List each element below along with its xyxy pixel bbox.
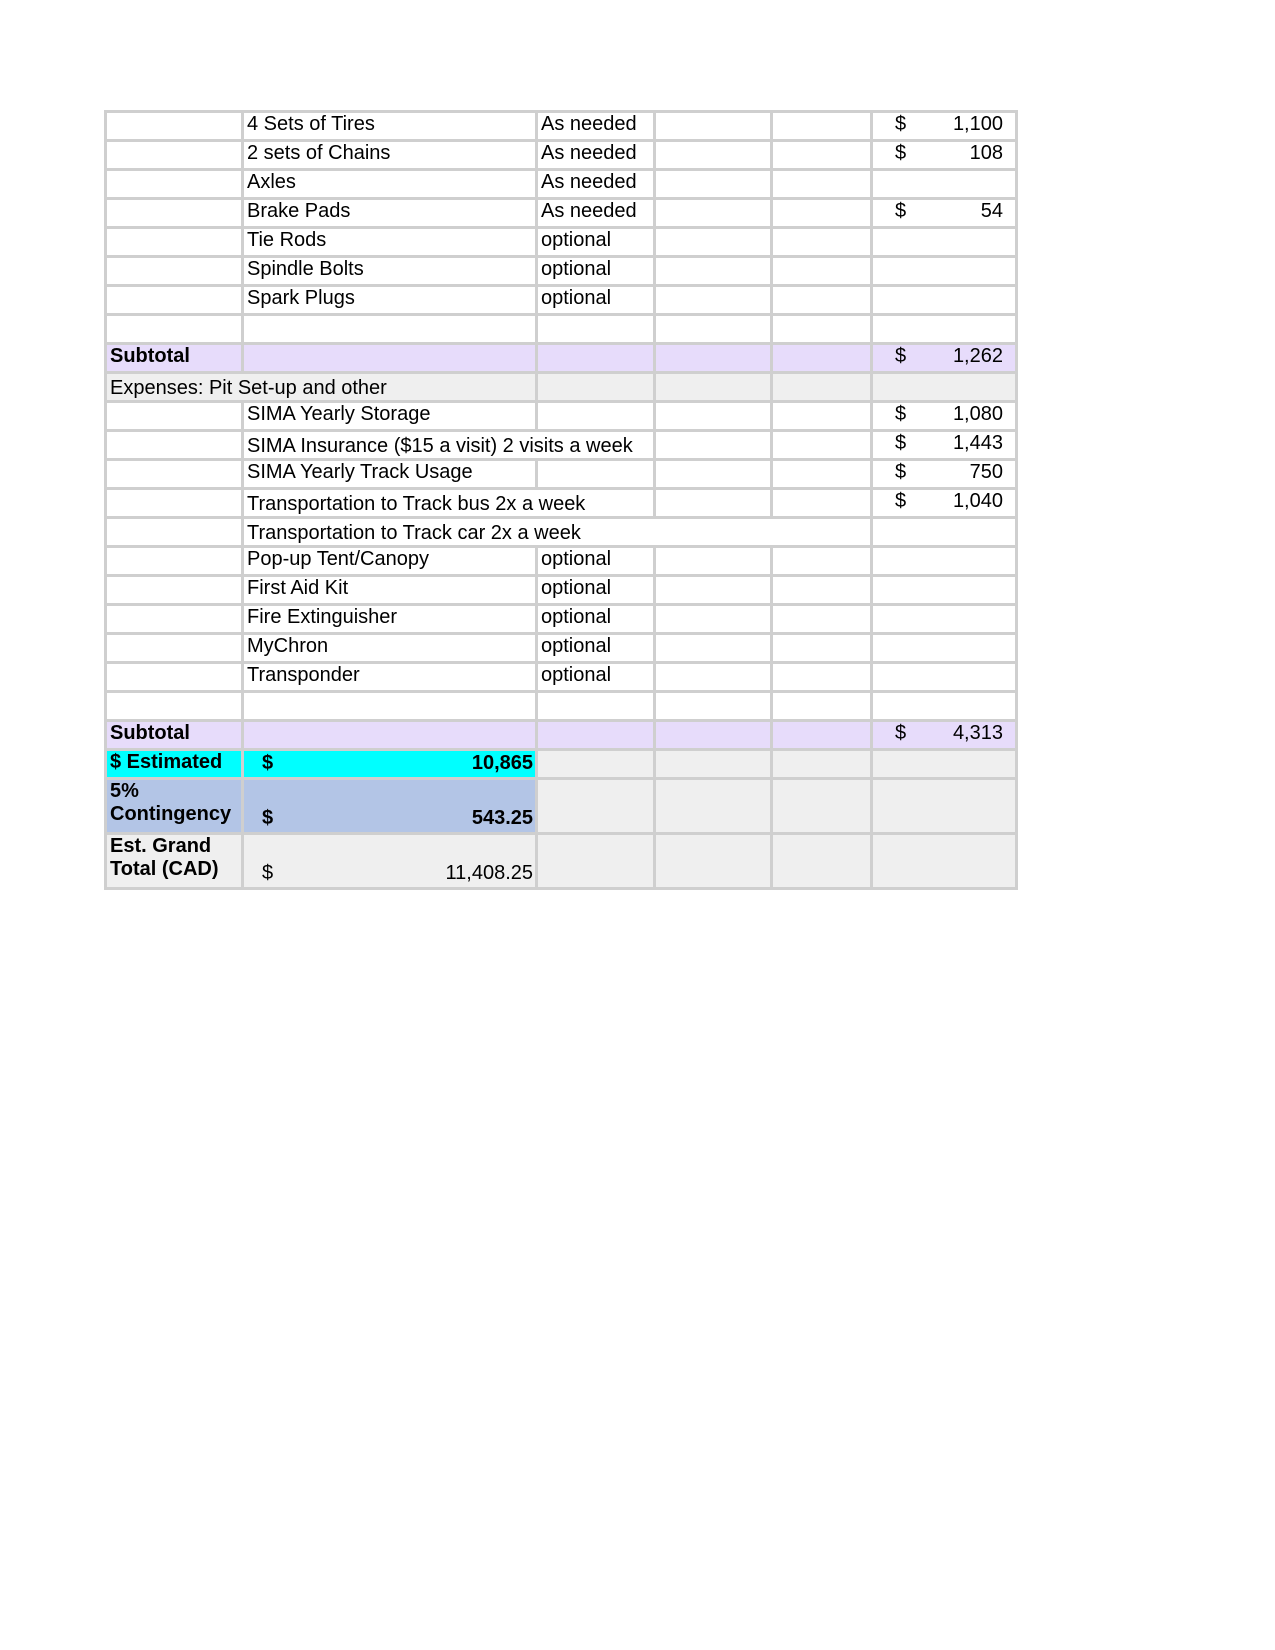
currency-symbol: $ bbox=[895, 490, 907, 512]
item-cell[interactable]: SIMA Yearly Track Usage bbox=[243, 460, 537, 489]
empty-cell[interactable] bbox=[655, 605, 772, 634]
table-row bbox=[106, 605, 1017, 634]
currency-symbol: $ bbox=[895, 142, 907, 164]
table-row bbox=[106, 634, 1017, 663]
contingency-amount-cell[interactable] bbox=[243, 779, 537, 834]
estimated-amount: 10,865 bbox=[471, 752, 533, 774]
item-cell[interactable]: First Aid Kit bbox=[243, 576, 537, 605]
empty-cell[interactable] bbox=[655, 257, 772, 286]
empty-cell[interactable] bbox=[872, 373, 1017, 402]
empty-cell[interactable] bbox=[655, 199, 772, 228]
section-title[interactable]: Expenses: Pit Set-up and other bbox=[106, 373, 537, 402]
empty-cell[interactable] bbox=[772, 489, 872, 518]
empty-cell[interactable] bbox=[106, 692, 243, 721]
empty-cell[interactable] bbox=[655, 634, 772, 663]
status-cell[interactable]: optional bbox=[537, 286, 655, 315]
table-row bbox=[106, 112, 1017, 141]
status-cell[interactable]: optional bbox=[537, 605, 655, 634]
empty-cell[interactable] bbox=[106, 634, 243, 663]
empty-cell[interactable] bbox=[772, 750, 872, 779]
subtotal-label[interactable]: Subtotal bbox=[106, 344, 243, 373]
empty-cell[interactable] bbox=[772, 692, 872, 721]
empty-row bbox=[106, 315, 1017, 344]
item-cell[interactable]: Transportation to Track bus 2x a week bbox=[243, 489, 655, 518]
amount-cell[interactable] bbox=[872, 489, 1017, 518]
amount-cell[interactable] bbox=[872, 141, 1017, 170]
item-cell[interactable]: SIMA Insurance ($15 a visit) 2 visits a week bbox=[243, 431, 655, 460]
empty-cell[interactable] bbox=[655, 663, 772, 692]
empty-cell[interactable] bbox=[655, 721, 772, 750]
empty-cell[interactable] bbox=[872, 518, 1017, 547]
table-row bbox=[106, 170, 1017, 199]
amount-value: 750 bbox=[969, 461, 1003, 483]
status-cell[interactable]: optional bbox=[537, 228, 655, 257]
table-row bbox=[106, 431, 1017, 460]
item-cell[interactable]: 2 sets of Chains bbox=[243, 141, 537, 170]
empty-cell[interactable] bbox=[772, 779, 872, 834]
empty-cell[interactable] bbox=[655, 576, 772, 605]
empty-cell[interactable] bbox=[772, 402, 872, 431]
empty-cell[interactable] bbox=[772, 170, 872, 199]
amount-cell[interactable] bbox=[872, 402, 1017, 431]
empty-cell[interactable] bbox=[872, 547, 1017, 576]
empty-cell[interactable] bbox=[772, 663, 872, 692]
currency-symbol: $ bbox=[262, 807, 274, 829]
status-cell[interactable] bbox=[537, 460, 655, 489]
table-row bbox=[106, 518, 1017, 547]
empty-cell[interactable] bbox=[772, 605, 872, 634]
amount-value: 1,443 bbox=[952, 432, 1003, 454]
empty-cell[interactable] bbox=[655, 834, 772, 889]
estimated-amount-cell[interactable] bbox=[243, 750, 537, 779]
item-cell[interactable]: MyChron bbox=[243, 634, 537, 663]
contingency-amount: 543.25 bbox=[471, 807, 533, 829]
status-cell[interactable]: As needed bbox=[537, 141, 655, 170]
table-row bbox=[106, 141, 1017, 170]
currency-symbol: $ bbox=[895, 461, 907, 483]
empty-cell[interactable] bbox=[655, 373, 772, 402]
empty-cell[interactable] bbox=[655, 779, 772, 834]
empty-cell[interactable] bbox=[106, 518, 243, 547]
empty-cell[interactable] bbox=[106, 460, 243, 489]
empty-cell[interactable] bbox=[537, 721, 655, 750]
empty-cell[interactable] bbox=[655, 402, 772, 431]
empty-cell[interactable] bbox=[106, 489, 243, 518]
contingency-row bbox=[106, 779, 1017, 834]
empty-cell[interactable] bbox=[772, 373, 872, 402]
empty-cell[interactable] bbox=[106, 315, 243, 344]
amount-value: 1,100 bbox=[952, 113, 1003, 135]
table-row bbox=[106, 460, 1017, 489]
empty-cell[interactable] bbox=[655, 431, 772, 460]
empty-cell[interactable] bbox=[772, 228, 872, 257]
empty-cell[interactable] bbox=[872, 834, 1017, 889]
status-cell[interactable]: optional bbox=[537, 547, 655, 576]
item-cell[interactable]: Spark Plugs bbox=[243, 286, 537, 315]
item-cell[interactable]: Spindle Bolts bbox=[243, 257, 537, 286]
empty-cell[interactable] bbox=[772, 344, 872, 373]
empty-cell[interactable] bbox=[772, 199, 872, 228]
empty-cell[interactable] bbox=[872, 605, 1017, 634]
status-cell[interactable] bbox=[537, 402, 655, 431]
empty-cell[interactable] bbox=[872, 634, 1017, 663]
empty-cell[interactable] bbox=[772, 576, 872, 605]
empty-cell[interactable] bbox=[106, 576, 243, 605]
currency-symbol: $ bbox=[895, 113, 907, 135]
status-cell[interactable]: As needed bbox=[537, 112, 655, 141]
empty-cell[interactable] bbox=[243, 315, 537, 344]
empty-row bbox=[106, 692, 1017, 721]
empty-cell[interactable] bbox=[655, 692, 772, 721]
empty-cell[interactable] bbox=[537, 834, 655, 889]
empty-cell[interactable] bbox=[772, 547, 872, 576]
empty-cell[interactable] bbox=[243, 721, 537, 750]
currency-symbol: $ bbox=[262, 862, 274, 884]
item-cell[interactable]: Brake Pads bbox=[243, 199, 537, 228]
amount-cell[interactable] bbox=[872, 431, 1017, 460]
grand-total-amount-cell[interactable] bbox=[243, 834, 537, 889]
empty-cell[interactable] bbox=[537, 315, 655, 344]
estimated-row bbox=[106, 750, 1017, 779]
item-cell[interactable]: SIMA Yearly Storage bbox=[243, 402, 537, 431]
amount-cell[interactable] bbox=[872, 460, 1017, 489]
subtotal-amount: 4,313 bbox=[952, 722, 1003, 744]
amount-value: 108 bbox=[969, 142, 1003, 164]
empty-cell[interactable] bbox=[537, 779, 655, 834]
empty-cell[interactable] bbox=[655, 228, 772, 257]
status-cell[interactable]: optional bbox=[537, 663, 655, 692]
table-row bbox=[106, 228, 1017, 257]
item-cell[interactable]: Axles bbox=[243, 170, 537, 199]
empty-cell[interactable] bbox=[106, 663, 243, 692]
empty-cell[interactable] bbox=[772, 141, 872, 170]
empty-cell[interactable] bbox=[772, 834, 872, 889]
amount-cell[interactable] bbox=[872, 170, 1017, 199]
empty-cell[interactable] bbox=[106, 547, 243, 576]
amount-value: 54 bbox=[980, 200, 1003, 222]
empty-cell[interactable] bbox=[655, 547, 772, 576]
status-cell[interactable]: optional bbox=[537, 576, 655, 605]
empty-cell[interactable] bbox=[655, 460, 772, 489]
empty-cell[interactable] bbox=[772, 634, 872, 663]
empty-cell[interactable] bbox=[872, 315, 1017, 344]
subtotal-amount: 1,262 bbox=[952, 345, 1003, 367]
empty-cell[interactable] bbox=[106, 199, 243, 228]
empty-cell[interactable] bbox=[106, 257, 243, 286]
amount-cell[interactable] bbox=[872, 257, 1017, 286]
item-cell[interactable]: Transportation to Track car 2x a week bbox=[243, 518, 872, 547]
subtotal-row bbox=[106, 721, 1017, 750]
item-cell[interactable]: Tie Rods bbox=[243, 228, 537, 257]
subtotal-row bbox=[106, 344, 1017, 373]
amount-cell[interactable] bbox=[872, 286, 1017, 315]
empty-cell[interactable] bbox=[655, 170, 772, 199]
currency-symbol: $ bbox=[895, 345, 907, 367]
item-cell[interactable]: 4 Sets of Tires bbox=[243, 112, 537, 141]
empty-cell[interactable] bbox=[772, 460, 872, 489]
subtotal-amount-cell[interactable] bbox=[872, 344, 1017, 373]
empty-cell[interactable] bbox=[106, 112, 243, 141]
empty-cell[interactable] bbox=[655, 286, 772, 315]
amount-cell[interactable] bbox=[872, 228, 1017, 257]
empty-cell[interactable] bbox=[243, 692, 537, 721]
empty-cell[interactable] bbox=[872, 576, 1017, 605]
status-cell[interactable]: optional bbox=[537, 634, 655, 663]
empty-cell[interactable] bbox=[872, 692, 1017, 721]
table-row bbox=[106, 547, 1017, 576]
item-cell[interactable]: Transponder bbox=[243, 663, 537, 692]
empty-cell[interactable] bbox=[106, 228, 243, 257]
empty-cell[interactable] bbox=[872, 779, 1017, 834]
table-row bbox=[106, 576, 1017, 605]
empty-cell[interactable] bbox=[537, 692, 655, 721]
section-header-row bbox=[106, 373, 1017, 402]
status-cell[interactable]: optional bbox=[537, 257, 655, 286]
budget-spreadsheet bbox=[104, 110, 1018, 890]
empty-cell[interactable] bbox=[655, 489, 772, 518]
empty-cell[interactable] bbox=[537, 373, 655, 402]
amount-value: 1,080 bbox=[952, 403, 1003, 425]
grand-total-label[interactable]: Est. Grand Total (CAD) bbox=[106, 834, 243, 889]
currency-symbol: $ bbox=[895, 403, 907, 425]
empty-cell[interactable] bbox=[772, 315, 872, 344]
empty-cell[interactable] bbox=[655, 112, 772, 141]
item-cell[interactable]: Pop-up Tent/Canopy bbox=[243, 547, 537, 576]
empty-cell[interactable] bbox=[655, 141, 772, 170]
empty-cell[interactable] bbox=[772, 286, 872, 315]
empty-cell[interactable] bbox=[872, 663, 1017, 692]
empty-cell[interactable] bbox=[655, 344, 772, 373]
empty-cell[interactable] bbox=[106, 431, 243, 460]
empty-cell[interactable] bbox=[106, 141, 243, 170]
currency-symbol: $ bbox=[895, 722, 907, 744]
empty-cell[interactable] bbox=[537, 750, 655, 779]
empty-cell[interactable] bbox=[106, 170, 243, 199]
table-row bbox=[106, 402, 1017, 431]
table-row bbox=[106, 257, 1017, 286]
empty-cell[interactable] bbox=[106, 605, 243, 634]
empty-cell[interactable] bbox=[872, 750, 1017, 779]
currency-symbol: $ bbox=[895, 200, 907, 222]
empty-cell[interactable] bbox=[106, 402, 243, 431]
item-cell[interactable]: Fire Extinguisher bbox=[243, 605, 537, 634]
empty-cell[interactable] bbox=[655, 315, 772, 344]
empty-cell[interactable] bbox=[772, 257, 872, 286]
grand-total-amount: 11,408.25 bbox=[445, 862, 533, 884]
grand-total-row bbox=[106, 834, 1017, 889]
table-row bbox=[106, 286, 1017, 315]
empty-cell[interactable] bbox=[655, 750, 772, 779]
amount-cell[interactable] bbox=[872, 199, 1017, 228]
empty-cell[interactable] bbox=[772, 112, 872, 141]
status-cell[interactable]: As needed bbox=[537, 199, 655, 228]
currency-symbol: $ bbox=[895, 432, 907, 454]
table-row bbox=[106, 489, 1017, 518]
subtotal-amount-cell[interactable] bbox=[872, 721, 1017, 750]
amount-cell[interactable] bbox=[872, 112, 1017, 141]
contingency-label[interactable]: 5% Contingency bbox=[106, 779, 243, 834]
table-row bbox=[106, 199, 1017, 228]
status-cell[interactable]: As needed bbox=[537, 170, 655, 199]
empty-cell[interactable] bbox=[243, 344, 537, 373]
amount-value: 1,040 bbox=[952, 490, 1003, 512]
empty-cell[interactable] bbox=[772, 721, 872, 750]
currency-symbol: $ bbox=[262, 752, 274, 774]
empty-cell[interactable] bbox=[772, 431, 872, 460]
subtotal-label[interactable]: Subtotal bbox=[106, 721, 243, 750]
table-row bbox=[106, 663, 1017, 692]
empty-cell[interactable] bbox=[537, 344, 655, 373]
empty-cell[interactable] bbox=[106, 286, 243, 315]
estimated-label[interactable]: $ Estimated bbox=[106, 750, 243, 779]
